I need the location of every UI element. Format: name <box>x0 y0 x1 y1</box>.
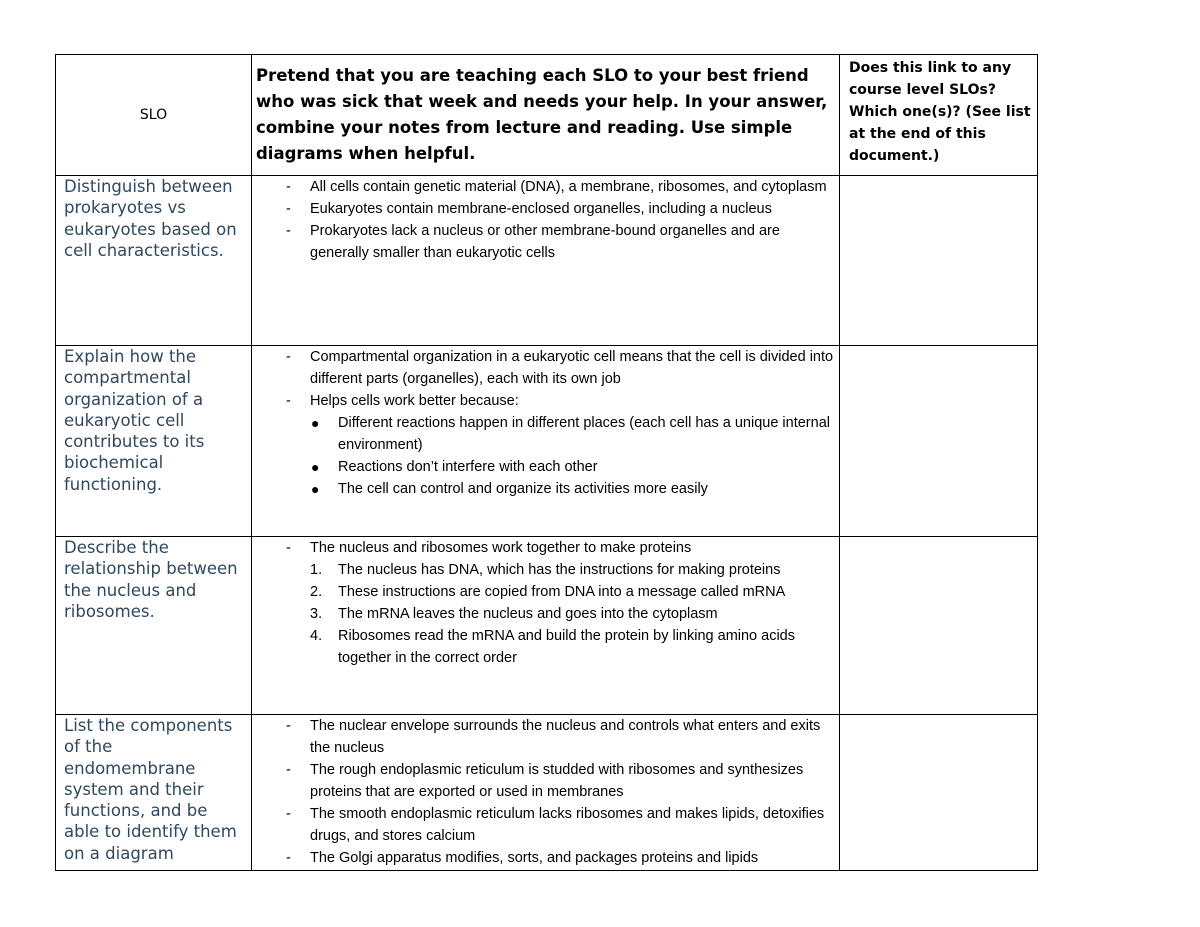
list-item-text: The nucleus has DNA, which has the instructions for making proteins <box>338 562 781 578</box>
list-item <box>252 803 835 847</box>
list-item-text: The mRNA leaves the nucleus and goes into the cytoplasm <box>338 606 718 622</box>
slo-cell: Describe the relationship between the nucleus and ribosomes. <box>56 537 252 715</box>
header-slo: SLO <box>56 55 252 176</box>
slo-cell: Distinguish between prokaryotes vs eukaryotes based on cell characteristics. <box>56 176 252 346</box>
list-item <box>252 220 835 264</box>
list-item-text: Helps cells work better because: <box>310 393 519 409</box>
list-item-text: The nucleus and ribosomes work together to make proteins <box>310 540 692 556</box>
step-number: 4. <box>310 628 323 644</box>
answer-cell <box>252 715 840 871</box>
bullet-marker: ● <box>311 415 320 431</box>
list-item <box>252 559 835 581</box>
dash-marker: - <box>286 806 291 822</box>
list-item-text: The nuclear envelope surrounds the nucleus and controls what enters and exits the nucleus <box>310 718 821 756</box>
list-item <box>252 412 835 456</box>
bullet-list <box>252 412 835 500</box>
list-item <box>252 759 835 803</box>
slo-cell: List the components of the endomembrane system and their functions, and be able to identify them on a diagram <box>56 715 252 871</box>
bullet-marker: ● <box>311 459 320 475</box>
list-item <box>252 625 835 669</box>
list-item-text: The rough endoplasmic reticulum is studded with ribosomes and synthesizes proteins that are exported or used in membranes <box>310 762 804 800</box>
dash-marker: - <box>286 393 291 409</box>
dash-list <box>252 346 835 412</box>
answer-cell <box>252 537 840 715</box>
list-item-text: Compartmental organization in a eukaryotic cell means that the cell is divided into different parts (organelles), each with its own job <box>310 349 834 387</box>
step-number: 2. <box>310 584 323 600</box>
list-item <box>252 456 835 478</box>
list-item-text: Prokaryotes lack a nucleus or other membrane-bound organelles and are generally smaller than eukaryotic cells <box>310 223 780 261</box>
answer-cell <box>252 176 840 346</box>
answer-cell <box>252 346 840 537</box>
table-row <box>56 176 1038 346</box>
table-row <box>56 346 1038 537</box>
dash-list <box>252 537 835 559</box>
list-item <box>252 198 835 220</box>
list-item-text: These instructions are copied from DNA into a message called mRNA <box>338 584 786 600</box>
list-item <box>252 478 835 500</box>
step-number: 1. <box>310 562 323 578</box>
link-cell <box>840 346 1038 537</box>
dash-marker: - <box>286 850 291 866</box>
header-instructions: Pretend that you are teaching each SLO to your best friend who was sick that week and needs your help. In your answer, combine your notes from lecture and reading. Use simple diagrams when helpful. <box>252 55 840 176</box>
header-course-link: Does this link to any course level SLOs? Which one(s)? (See list at the end of this document.) <box>840 55 1038 176</box>
slo-table <box>55 54 1038 871</box>
list-item <box>252 537 835 559</box>
list-item-text: All cells contain genetic material (DNA), a membrane, ribosomes, and cytoplasm <box>310 179 827 195</box>
dash-marker: - <box>286 718 291 734</box>
list-item <box>252 603 835 625</box>
list-item <box>252 176 835 198</box>
dash-list <box>252 176 835 264</box>
slo-cell: Explain how the compartmental organization of a eukaryotic cell contributes to its biochemical functioning. <box>56 346 252 537</box>
list-item-text: Ribosomes read the mRNA and build the protein by linking amino acids together in the correct order <box>338 628 795 666</box>
dash-marker: - <box>286 223 291 239</box>
link-cell <box>840 715 1038 871</box>
dash-marker: - <box>286 762 291 778</box>
list-item <box>252 346 835 390</box>
list-item-text: The smooth endoplasmic reticulum lacks ribosomes and makes lipids, detoxifies drugs, and stores calcium <box>310 806 825 844</box>
list-item <box>252 581 835 603</box>
numbered-list <box>252 559 835 669</box>
list-item-text: The cell can control and organize its activities more easily <box>338 481 708 497</box>
dash-marker: - <box>286 179 291 195</box>
step-number: 3. <box>310 606 323 622</box>
list-item <box>252 715 835 759</box>
table-row <box>56 715 1038 871</box>
dash-list <box>252 715 835 869</box>
list-item <box>252 847 835 869</box>
bullet-marker: ● <box>311 481 320 497</box>
table-row <box>56 537 1038 715</box>
list-item-text: Eukaryotes contain membrane-enclosed organelles, including a nucleus <box>310 201 772 217</box>
dash-marker: - <box>286 540 291 556</box>
list-item-text: Reactions don’t interfere with each other <box>338 459 598 475</box>
dash-marker: - <box>286 349 291 365</box>
list-item-text: Different reactions happen in different places (each cell has a unique internal environment) <box>338 415 830 453</box>
dash-marker: - <box>286 201 291 217</box>
link-cell <box>840 537 1038 715</box>
header-row <box>56 55 1038 176</box>
link-cell <box>840 176 1038 346</box>
list-item <box>252 390 835 412</box>
list-item-text: The Golgi apparatus modifies, sorts, and packages proteins and lipids <box>310 850 759 866</box>
